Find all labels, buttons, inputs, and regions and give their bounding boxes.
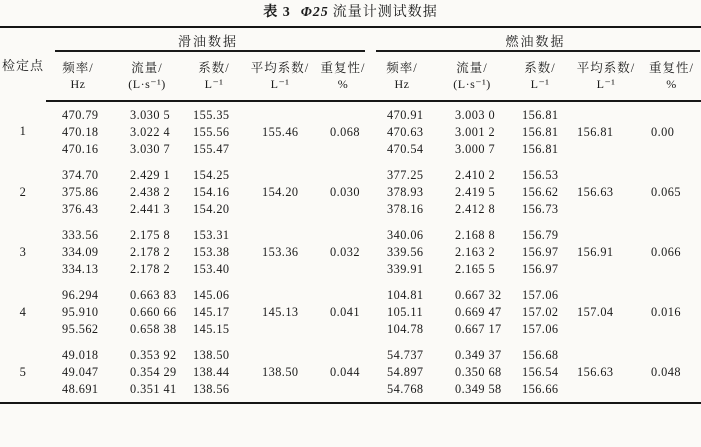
repeatability-cell: 0.048 bbox=[651, 364, 681, 379]
data-cell: 156.62 bbox=[522, 185, 559, 199]
repeatability-cell: 0.065 bbox=[651, 184, 681, 199]
data-cell: 470.16 bbox=[62, 142, 99, 156]
data-cell: 156.79 bbox=[522, 228, 559, 242]
data-cell: 153.38 bbox=[193, 245, 230, 259]
data-cell: 340.06 bbox=[387, 228, 424, 242]
data-cell: 145.06 bbox=[193, 288, 230, 302]
data-cell: 156.97 bbox=[522, 245, 559, 259]
data-cell: 156.68 bbox=[522, 348, 559, 362]
data-cell: 2.412 8 bbox=[455, 202, 496, 216]
col-header-fuel-coefficient: 系数/ L⁻¹ bbox=[510, 52, 570, 101]
data-cell: 95.910 bbox=[62, 305, 99, 319]
avg-coefficient-cell: 156.63 bbox=[577, 364, 614, 379]
data-cell: 2.165 5 bbox=[455, 262, 496, 276]
repeatability-cell: 0.041 bbox=[330, 304, 360, 319]
table-row bbox=[0, 342, 701, 363]
data-cell: 153.40 bbox=[193, 262, 230, 276]
avg-coefficient-cell: 156.81 bbox=[577, 124, 614, 139]
point-group-4 bbox=[0, 282, 701, 342]
table-number: 表 3 bbox=[263, 5, 291, 20]
data-cell: 145.17 bbox=[193, 305, 230, 319]
col-header-fuel-frequency: 频率/ Hz bbox=[370, 52, 434, 101]
data-cell: 334.09 bbox=[62, 245, 99, 259]
table-row bbox=[0, 282, 701, 303]
data-cell: 3.030 5 bbox=[130, 108, 171, 122]
avg-coefficient-cell: 157.04 bbox=[577, 304, 614, 319]
table-row bbox=[0, 101, 701, 123]
data-cell: 3.001 2 bbox=[455, 125, 496, 139]
data-cell: 2.168 8 bbox=[455, 228, 496, 242]
data-cell: 155.35 bbox=[193, 108, 230, 122]
table-name: 流量计测试数据 bbox=[332, 5, 438, 20]
data-cell: 375.86 bbox=[62, 185, 99, 199]
data-cell: 470.54 bbox=[387, 142, 424, 156]
data-cell: 156.81 bbox=[522, 125, 559, 139]
group-header-fuel: 燃油数据 bbox=[370, 27, 701, 52]
data-cell: 0.660 66 bbox=[130, 305, 177, 319]
data-cell: 339.56 bbox=[387, 245, 424, 259]
data-cell: 96.294 bbox=[62, 288, 99, 302]
data-cell: 154.25 bbox=[193, 168, 230, 182]
data-cell: 376.43 bbox=[62, 202, 99, 216]
avg-coefficient-cell: 154.20 bbox=[262, 184, 299, 199]
data-cell: 0.353 92 bbox=[130, 348, 177, 362]
data-cell: 0.350 68 bbox=[455, 365, 502, 379]
repeatability-cell: 0.016 bbox=[651, 304, 681, 319]
avg-coefficient-cell: 156.91 bbox=[577, 244, 614, 259]
data-cell: 2.163 2 bbox=[455, 245, 496, 259]
repeatability-cell: 0.00 bbox=[651, 124, 675, 139]
data-cell: 154.20 bbox=[193, 202, 230, 216]
data-cell: 49.047 bbox=[62, 365, 99, 379]
data-cell: 0.667 32 bbox=[455, 288, 502, 302]
data-cell: 0.658 38 bbox=[130, 322, 177, 336]
data-cell: 54.737 bbox=[387, 348, 424, 362]
repeatability-cell: 0.044 bbox=[330, 364, 360, 379]
data-cell: 0.667 17 bbox=[455, 322, 502, 336]
data-cell: 105.11 bbox=[387, 305, 424, 319]
data-cell: 470.79 bbox=[62, 108, 99, 122]
corner-header-cell: 检定点 bbox=[1, 58, 44, 73]
data-cell: 156.54 bbox=[522, 365, 559, 379]
repeatability-cell: 0.066 bbox=[651, 244, 681, 259]
data-cell: 470.18 bbox=[62, 125, 99, 139]
repeatability-cell: 0.032 bbox=[330, 244, 360, 259]
data-cell: 49.018 bbox=[62, 348, 99, 362]
data-cell: 54.768 bbox=[387, 382, 424, 396]
data-cell: 138.44 bbox=[193, 365, 230, 379]
data-cell: 378.16 bbox=[387, 202, 424, 216]
data-cell: 378.93 bbox=[387, 185, 424, 199]
point-id-cell: 5 bbox=[19, 364, 27, 379]
data-cell: 156.81 bbox=[522, 108, 559, 122]
data-cell: 2.178 2 bbox=[130, 245, 171, 259]
data-cell: 157.06 bbox=[522, 322, 559, 336]
group-header-row bbox=[0, 27, 701, 52]
col-header-lube-frequency: 频率/ Hz bbox=[46, 52, 110, 101]
data-cell: 374.70 bbox=[62, 168, 99, 182]
data-cell: 0.349 58 bbox=[455, 382, 502, 396]
point-id-cell: 3 bbox=[19, 244, 27, 259]
data-cell: 2.178 2 bbox=[130, 262, 171, 276]
data-cell: 157.02 bbox=[522, 305, 559, 319]
data-cell: 3.022 4 bbox=[130, 125, 171, 139]
data-cell: 3.000 7 bbox=[455, 142, 496, 156]
data-cell: 0.349 37 bbox=[455, 348, 502, 362]
avg-coefficient-cell: 138.50 bbox=[262, 364, 299, 379]
data-cell: 104.78 bbox=[387, 322, 424, 336]
data-cell: 156.66 bbox=[522, 382, 559, 396]
avg-coefficient-cell: 145.13 bbox=[262, 304, 299, 319]
data-cell: 156.81 bbox=[522, 142, 559, 156]
repeatability-cell: 0.068 bbox=[330, 124, 360, 139]
data-cell: 156.53 bbox=[522, 168, 559, 182]
data-cell: 3.003 0 bbox=[455, 108, 496, 122]
data-cell: 2.175 8 bbox=[130, 228, 171, 242]
avg-coefficient-cell: 155.46 bbox=[262, 124, 299, 139]
avg-coefficient-cell: 156.63 bbox=[577, 184, 614, 199]
data-cell: 0.354 29 bbox=[130, 365, 177, 379]
flowmeter-test-table bbox=[0, 26, 701, 404]
data-cell: 0.351 41 bbox=[130, 382, 177, 396]
col-header-lube-coefficient: 系数/ L⁻¹ bbox=[184, 52, 244, 101]
data-cell: 155.47 bbox=[193, 142, 230, 156]
table-title bbox=[0, 0, 701, 26]
avg-coefficient-cell: 153.36 bbox=[262, 244, 299, 259]
data-cell: 104.81 bbox=[387, 288, 424, 302]
point-group-2 bbox=[0, 162, 701, 222]
data-cell: 2.438 2 bbox=[130, 185, 171, 199]
data-cell: 334.13 bbox=[62, 262, 99, 276]
point-id-cell: 2 bbox=[19, 184, 27, 199]
point-group-5 bbox=[0, 342, 701, 403]
data-cell: 138.56 bbox=[193, 382, 230, 396]
data-cell: 2.419 5 bbox=[455, 185, 496, 199]
point-group-1 bbox=[0, 101, 701, 162]
data-cell: 2.441 3 bbox=[130, 202, 171, 216]
table-header bbox=[0, 27, 701, 101]
data-cell: 145.15 bbox=[193, 322, 230, 336]
data-cell: 3.030 7 bbox=[130, 142, 171, 156]
table-row bbox=[0, 222, 701, 243]
data-cell: 54.897 bbox=[387, 365, 424, 379]
data-cell: 154.16 bbox=[193, 185, 230, 199]
data-cell: 155.56 bbox=[193, 125, 230, 139]
data-cell: 339.91 bbox=[387, 262, 424, 276]
data-cell: 156.97 bbox=[522, 262, 559, 276]
column-header-row bbox=[0, 52, 701, 101]
data-cell: 0.663 83 bbox=[130, 288, 177, 302]
col-header-fuel-repeatability: 重复性/ % bbox=[642, 52, 701, 101]
col-header-lube-repeatability: 重复性/ % bbox=[316, 52, 370, 101]
data-cell: 153.31 bbox=[193, 228, 230, 242]
data-cell: 0.669 47 bbox=[455, 305, 502, 319]
col-header-fuel-flow: 流量/ (L·s⁻¹) bbox=[434, 52, 510, 101]
table-row bbox=[0, 162, 701, 183]
point-id-cell: 4 bbox=[19, 304, 27, 319]
col-header-fuel-avg-coefficient: 平均系数/ L⁻¹ bbox=[570, 52, 642, 101]
group-header-lube: 滑油数据 bbox=[46, 27, 370, 52]
repeatability-cell: 0.030 bbox=[330, 184, 360, 199]
col-header-lube-avg-coefficient: 平均系数/ L⁻¹ bbox=[244, 52, 316, 101]
data-cell: 95.562 bbox=[62, 322, 99, 336]
data-cell: 470.63 bbox=[387, 125, 424, 139]
data-cell: 377.25 bbox=[387, 168, 424, 182]
data-cell: 470.91 bbox=[387, 108, 424, 122]
data-cell: 333.56 bbox=[62, 228, 99, 242]
data-cell: 2.410 2 bbox=[455, 168, 496, 182]
col-header-lube-flow: 流量/ (L·s⁻¹) bbox=[110, 52, 184, 101]
data-cell: 48.691 bbox=[62, 382, 99, 396]
data-cell: 2.429 1 bbox=[130, 168, 171, 182]
point-group-3 bbox=[0, 222, 701, 282]
data-cell: 156.73 bbox=[522, 202, 559, 216]
data-cell: 138.50 bbox=[193, 348, 230, 362]
data-cell: 157.06 bbox=[522, 288, 559, 302]
point-id-cell: 1 bbox=[19, 124, 27, 138]
meter-spec: Φ25 bbox=[300, 5, 329, 20]
